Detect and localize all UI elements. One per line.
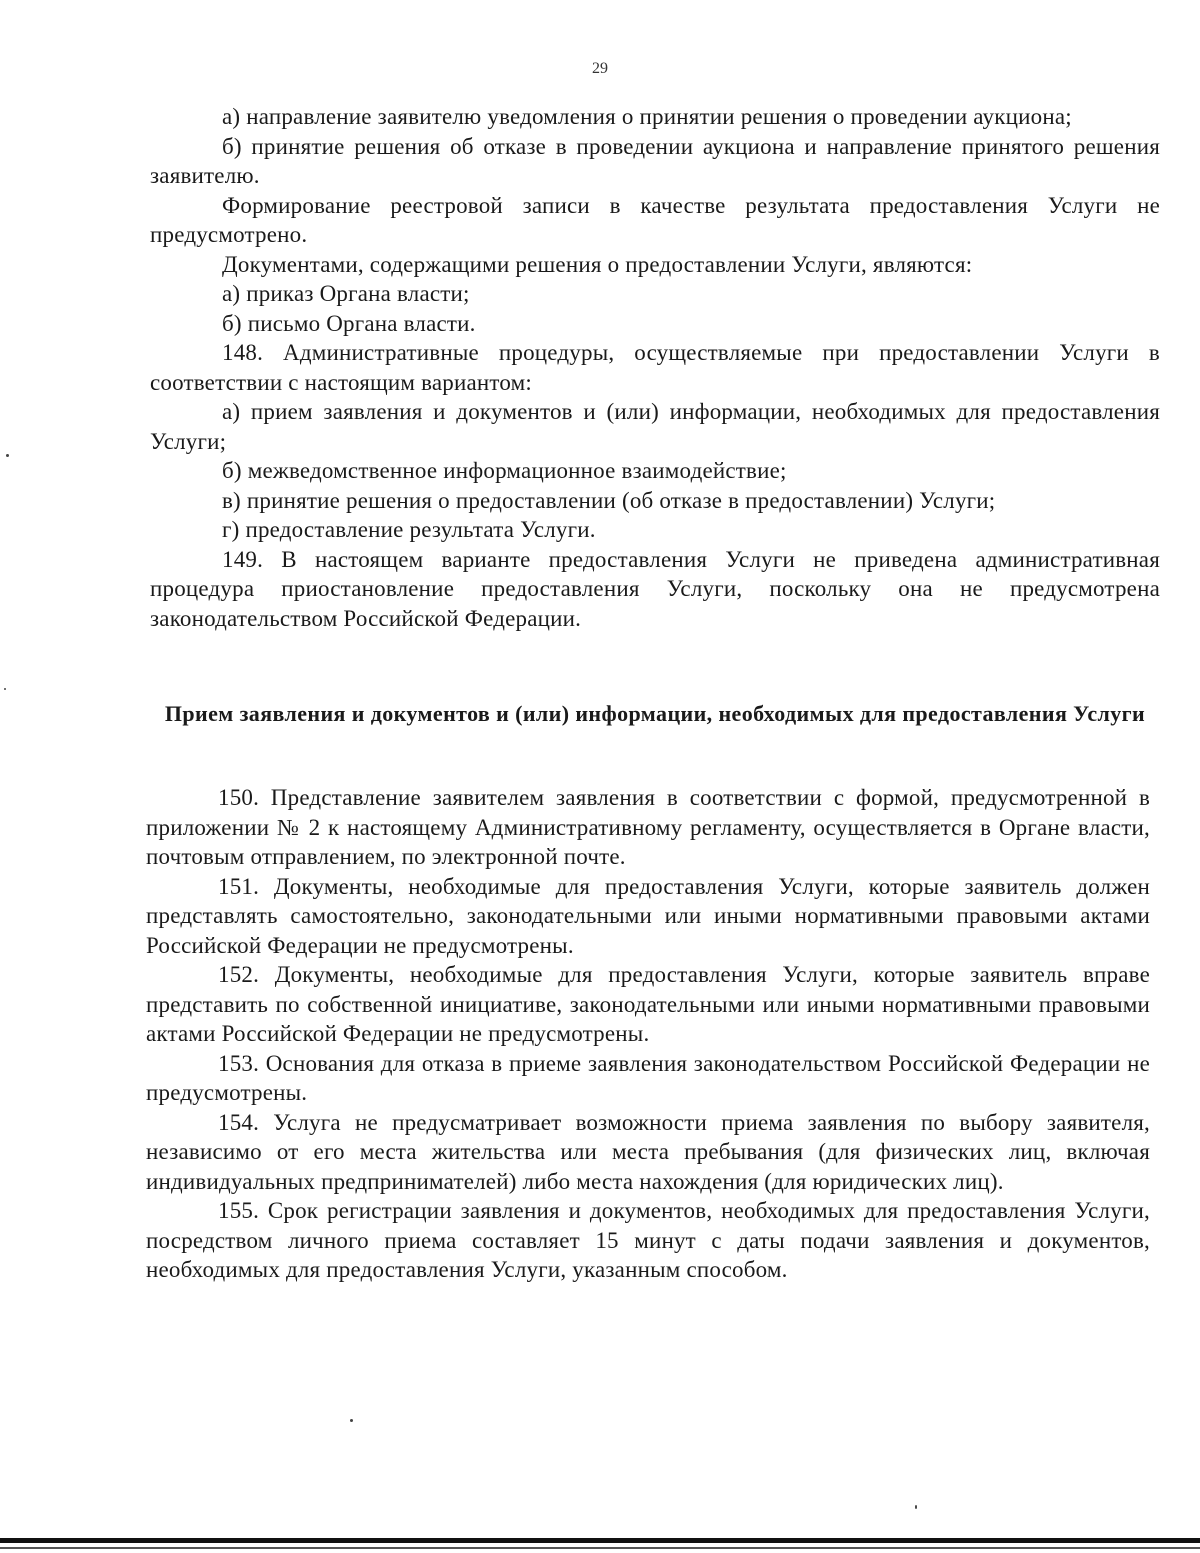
list-item: а) прием заявления и документов и (или) информации, необходимых для предоставления Услуги; (150, 399, 1160, 454)
scan-speck (4, 688, 6, 690)
list-item: в) принятие решения о предоставлении (об отказе в предоставлении) Услуги; (222, 487, 996, 513)
paragraph-150: 150. Представление заявителем заявления в соответствии с формой, предусмотренной в приложении № 2 к настоящему Административному регламенту, осуществляется в Органе власти, почтовым отправлением, по электронной почте. (146, 785, 1150, 869)
section-procedures (150, 102, 1160, 633)
paragraph-152: 152. Документы, необходимые для предоставления Услуги, которые заявитель вправе представить по собственной инициативе, законодательными или иными нормативными правовыми актами Российской Федерации не предусмотрены. (146, 962, 1150, 1046)
bottom-rule (0, 1538, 1200, 1543)
paragraph-153: 153. Основания для отказа в приеме заявления законодательством Российской Федерации не предусмотрены. (146, 1050, 1150, 1105)
section-heading: Прием заявления и документов и (или) информации, необходимых для предоставления Услуги (164, 701, 1146, 726)
list-item: г) предоставление результата Услуги. (222, 517, 596, 542)
paragraph-148: 148. Административные процедуры, осуществляемые при предоставлении Услуги в соответствии с настоящим вариантом: (150, 340, 1160, 395)
scan-speck (350, 1419, 353, 1422)
paragraph-149: 149. В настоящем варианте предоставления Услуги не приведена административная процедура приостановление предоставления Услуги, поскольку она не предусмотрена законодательством Российской Федерации. (150, 546, 1160, 631)
paragraph-155: 155. Срок регистрации заявления и документов, необходимых для предоставления Услуги, посредством личного приема составляет 15 минут с даты подачи заявления и документов, необходимых для предоставления Услуги, указанным способом. (146, 1198, 1150, 1282)
page-number: 29 (592, 60, 608, 77)
paragraph-151: 151. Документы, необходимые для предоставления Услуги, которые заявитель должен представлять самостоятельно, законодательными или иными нормативными правовыми актами Российской Федерации не предусмотрены. (146, 873, 1150, 958)
paragraph-154: 154. Услуга не предусматривает возможности приема заявления по выбору заявителя, независимо от его места жительства или места пребывания (для физических лиц, включая индивидуальных предпринимателей) либо места нахождения (для юридических лиц). (146, 1109, 1150, 1194)
paragraph: б) принятие решения об отказе в проведении аукциона и направление принятого решения заявителю. (150, 133, 1160, 188)
paragraph: а) направление заявителю уведомления о принятии решения о проведении аукциона; (222, 104, 1072, 129)
list-item: б) письмо Органа власти. (222, 310, 476, 336)
scan-speck (915, 1505, 917, 1509)
paragraph: Документами, содержащими решения о предоставлении Услуги, являются: (222, 251, 973, 277)
bottom-rule-thin (0, 1547, 1200, 1549)
list-item: а) приказ Органа власти; (222, 281, 470, 306)
list-item: б) межведомственное информационное взаимодействие; (222, 458, 787, 483)
section-application (146, 783, 1150, 1285)
scan-speck (6, 454, 9, 457)
paragraph: Формирование реестровой записи в качестве результата предоставления Услуги не предусмотрено. (150, 192, 1160, 247)
